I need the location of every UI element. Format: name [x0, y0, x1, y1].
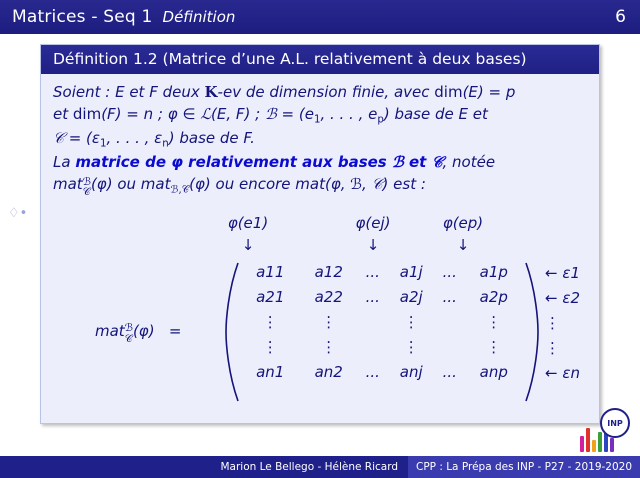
matrix-row — [241, 286, 523, 311]
cell-text: ... — [365, 363, 380, 382]
cell-text: ⋮ — [403, 338, 419, 357]
matrix-cell — [465, 286, 523, 311]
inp-logo — [580, 406, 632, 452]
matrix-label — [95, 321, 181, 345]
matrix-cell — [299, 286, 357, 311]
line5-sub-B: ℬ — [82, 175, 91, 188]
matrix-right-paren — [523, 261, 541, 403]
matrix-cell — [358, 311, 388, 336]
header-subtitle: Définition — [162, 8, 236, 26]
matrix-cell — [435, 336, 465, 361]
definition-line-1 — [53, 82, 587, 104]
cell-text: a2p — [479, 288, 508, 307]
line4-highlight-2: relativement aux bases — [182, 153, 392, 172]
line1-dim: dim — [434, 83, 463, 101]
matrix-cell — [299, 261, 357, 286]
cell-text: a1j — [399, 263, 423, 282]
matrix-label-mat: mat — [95, 321, 125, 340]
definition-line-5 — [53, 174, 587, 198]
matrix-cell — [388, 286, 435, 311]
matrix-label-subscripts — [125, 323, 133, 344]
row-label: ⋮ — [545, 338, 560, 357]
line3-sub-n: n — [162, 138, 169, 150]
matrix-cell — [241, 361, 299, 386]
matrix-cell — [241, 311, 299, 336]
matrix-cell — [358, 261, 388, 286]
cell-text: ⋮ — [486, 338, 502, 357]
line2-sub-1: 1 — [313, 114, 321, 126]
line2-dim: dim — [72, 104, 102, 123]
matrix-cell — [388, 261, 435, 286]
matrix-cell — [465, 311, 523, 336]
matrix-cell — [435, 286, 465, 311]
matrix-cell — [435, 361, 465, 386]
page-number: 6 — [615, 7, 626, 27]
arrow-down-icon-p: ↓ — [456, 235, 470, 254]
cell-text: ... — [442, 288, 457, 307]
matrix-cell — [299, 336, 357, 361]
line3-part-a: = (ε — [63, 129, 101, 148]
line2-part-a: et — [53, 104, 73, 123]
cell-text: ⋮ — [321, 338, 337, 357]
cell-text: a21 — [256, 288, 285, 307]
cell-text: ... — [442, 263, 457, 282]
definition-line-3 — [53, 128, 587, 152]
row-label: ⋮ — [545, 313, 560, 332]
line2-part-c: (E, F) ; — [211, 104, 265, 123]
logo-text: INP — [600, 408, 630, 438]
cell-text: a11 — [256, 263, 285, 282]
column-head-j: φ(ej) — [355, 213, 391, 232]
line5-mat: mat — [53, 175, 83, 194]
column-head-p: φ(ep) — [442, 213, 484, 232]
matrix-cell — [241, 336, 299, 361]
line2-part-f: , . . . , e — [320, 104, 378, 123]
line1-part-a: Soient : E et F deux — [53, 83, 205, 101]
line4-part-a: La — [53, 153, 76, 172]
definition-block-body — [41, 74, 599, 423]
matrix-row — [241, 261, 523, 286]
matrix-row — [241, 311, 523, 336]
matrix-column-heads — [53, 213, 587, 259]
line5-part-b: (φ) ou encore mat(φ, ℬ, 𝒞) est : — [189, 175, 426, 194]
line2-part-d: = (e — [276, 104, 314, 123]
matrix-cell — [358, 361, 388, 386]
definition-line-4 — [53, 152, 587, 174]
matrix-cell — [465, 336, 523, 361]
linear-maps-symbol: ℒ — [200, 104, 212, 123]
cell-text: ⋮ — [403, 313, 419, 332]
line2-part-h: ) base de E et — [383, 104, 488, 123]
matrix-table — [241, 261, 523, 386]
line4-phi: φ — [171, 153, 183, 172]
matrix-cell — [465, 361, 523, 386]
cell-text: a2j — [399, 288, 423, 307]
line5-sub-bc: ℬ,𝒞 — [170, 184, 190, 196]
cell-text: ⋮ — [321, 313, 337, 332]
arrow-down-icon-j: ↓ — [366, 235, 380, 254]
matrix-equals: = — [168, 321, 182, 340]
cell-text: ... — [442, 363, 457, 382]
line3-part-e: ) base de F. — [168, 129, 255, 148]
matrix-cell — [241, 286, 299, 311]
matrix-cell — [358, 336, 388, 361]
matrix-left-paren — [223, 261, 241, 403]
matrix-cell — [299, 361, 357, 386]
definition-line-2 — [53, 104, 587, 128]
basis-C-symbol: 𝒞 — [53, 129, 64, 148]
line2-part-b: (F) = n ; φ ∈ — [101, 104, 201, 123]
line4-part-b: , notée — [442, 153, 496, 172]
footer-authors: Marion Le Bellego - Hélène Ricard — [0, 456, 408, 478]
matrix-cell — [358, 286, 388, 311]
field-symbol-K: K — [204, 83, 218, 101]
cell-text: an1 — [256, 363, 285, 382]
line4-basis-B: ℬ — [391, 153, 404, 172]
line3-sub-1: 1 — [100, 138, 107, 150]
cell-text: ⋮ — [262, 313, 278, 332]
cell-text: ⋮ — [262, 338, 278, 357]
line1-part-c: (E) = p — [462, 83, 516, 101]
line5-sub-C: 𝒞 — [82, 186, 91, 199]
matrix-label-B: ℬ — [124, 322, 133, 335]
column-head-1: φ(e1) — [227, 213, 269, 232]
cell-text: ⋮ — [486, 313, 502, 332]
line4-et: et — [403, 153, 432, 172]
definition-block — [40, 44, 600, 424]
line4-basis-C: 𝒞 — [431, 153, 443, 172]
cell-text: an2 — [314, 363, 343, 382]
slide-footer — [0, 456, 640, 478]
cell-text: ... — [365, 288, 380, 307]
matrix-cell — [388, 336, 435, 361]
line1-part-b: -ev de dimension finie, avec — [217, 83, 435, 101]
line5-part-a: (φ) ou mat — [90, 175, 171, 194]
matrix-row — [241, 361, 523, 386]
cell-text: anp — [479, 363, 508, 382]
line3-part-c: , . . . , ε — [106, 129, 163, 148]
definition-block-title: Définition 1.2 (Matrice d’une A.L. relativement à deux bases) — [41, 45, 599, 74]
cell-text: a22 — [314, 288, 343, 307]
cell-text: a1p — [479, 263, 508, 282]
matrix-cell — [435, 261, 465, 286]
matrix-cell — [299, 311, 357, 336]
line4-highlight-1: matrice de — [75, 153, 172, 172]
matrix-cell — [465, 261, 523, 286]
nav-dots-icon[interactable]: ♢• — [8, 206, 28, 221]
row-label: ← ε2 — [545, 288, 580, 307]
basis-B-symbol: ℬ — [264, 104, 277, 123]
matrix-figure — [53, 213, 587, 413]
slide-header — [0, 0, 640, 34]
matrix-cell — [388, 311, 435, 336]
matrix-cell — [241, 261, 299, 286]
footer-course: CPP : La Prépa des INP - P27 - 2019-2020 — [408, 456, 640, 478]
row-label: ← εn — [545, 363, 580, 382]
row-label: ← ε1 — [545, 263, 580, 282]
line5-mat-subscripts — [83, 177, 91, 198]
matrix-cell — [388, 361, 435, 386]
matrix-row — [241, 336, 523, 361]
arrow-down-icon-1: ↓ — [241, 235, 255, 254]
cell-text: a12 — [314, 263, 343, 282]
matrix-label-phi: (φ) — [132, 321, 155, 340]
matrix-label-C: 𝒞 — [124, 332, 133, 345]
header-title: Matrices - Seq 1 — [12, 7, 153, 27]
line2-sub-p: p — [377, 114, 384, 126]
cell-text: ... — [365, 263, 380, 282]
matrix-row-labels — [545, 261, 580, 386]
matrix-cell — [435, 311, 465, 336]
cell-text: anj — [399, 363, 423, 382]
